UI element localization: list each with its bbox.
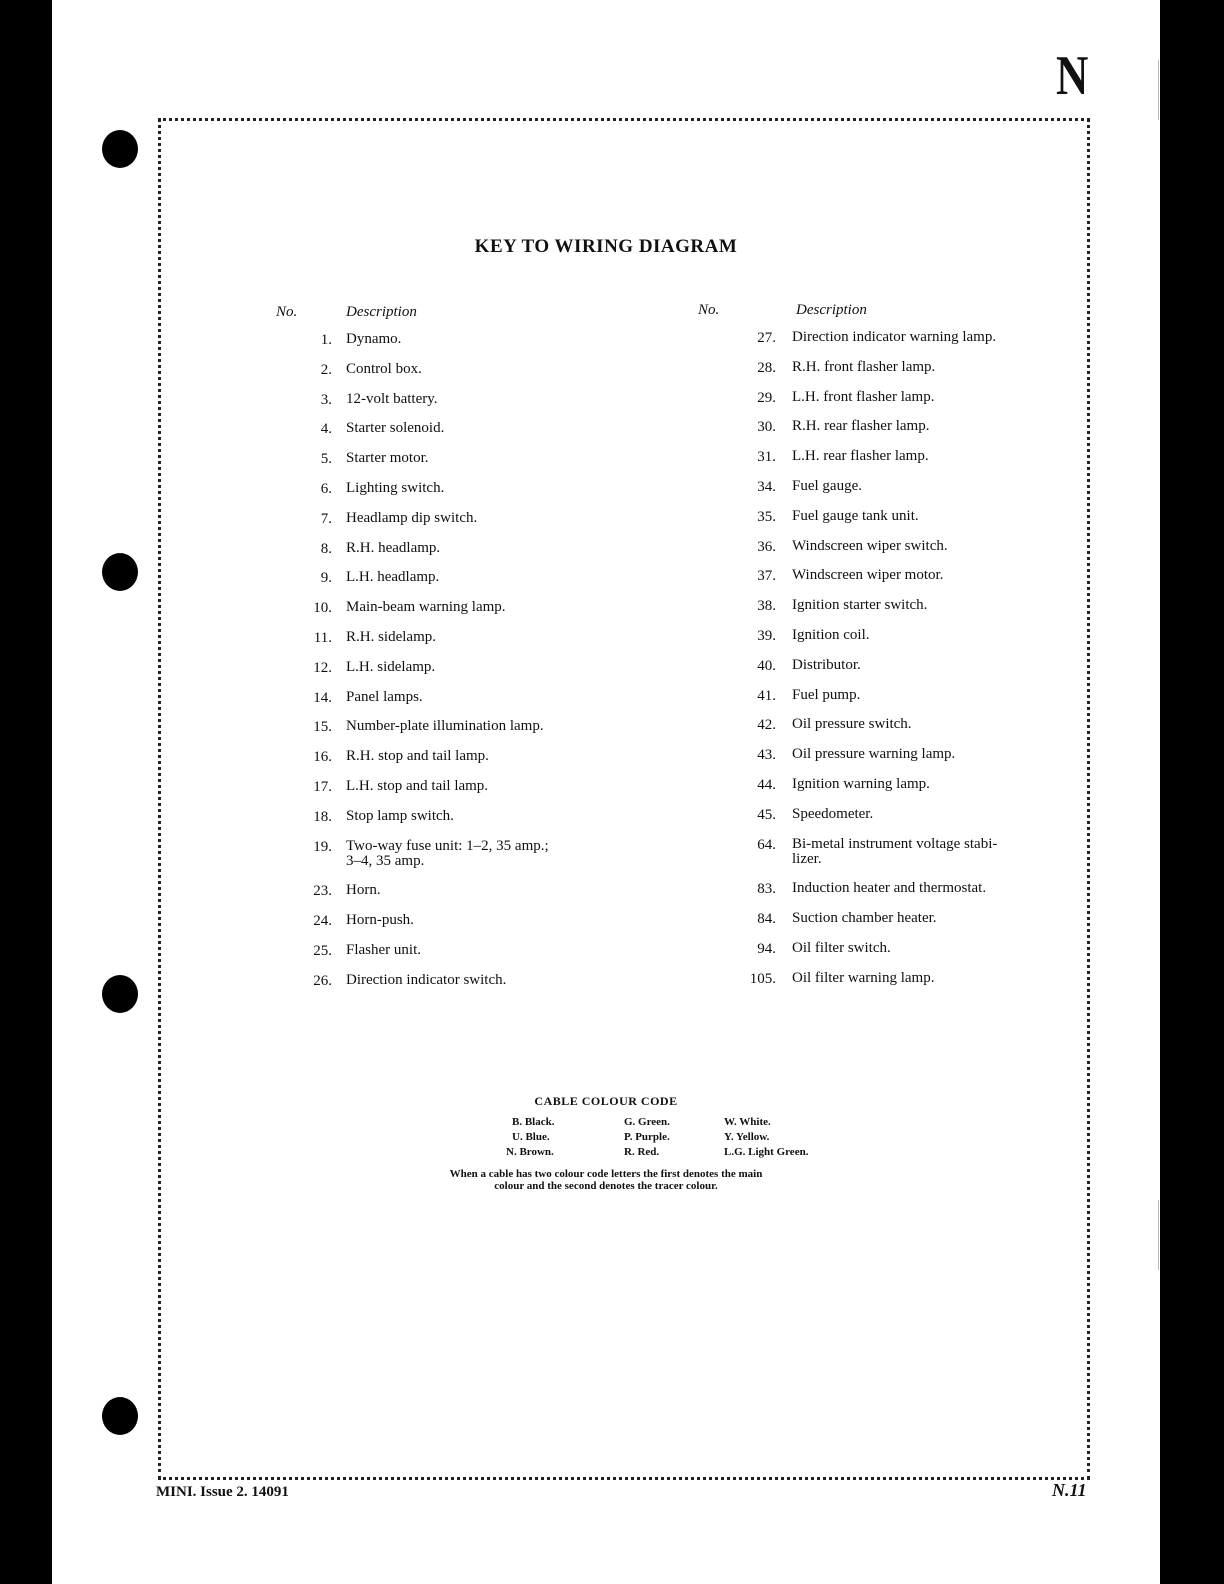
key-item-description (792, 837, 997, 867)
key-item (276, 600, 636, 630)
scan-edge-mark (1158, 60, 1159, 120)
key-item-number: 34. (757, 478, 776, 495)
right-column-header (698, 302, 1058, 330)
key-item (698, 628, 1058, 658)
key-item-description-line: Bi-metal instrument voltage stabi- (792, 835, 998, 852)
key-item-number: 23. (313, 883, 332, 900)
key-item-description (792, 658, 861, 673)
key-item-description (346, 630, 436, 645)
key-item-description (792, 360, 935, 375)
key-item (276, 421, 636, 451)
key-item-number: 3. (320, 391, 332, 408)
key-item-number: 105. (749, 970, 776, 987)
key-item-description (346, 973, 506, 988)
key-item-description (792, 628, 870, 643)
key-item-number: 41. (757, 687, 776, 704)
key-item (276, 332, 636, 362)
key-item-description-line: Fuel pump. (792, 686, 861, 703)
key-item-description-line: Headlamp dip switch. (346, 509, 478, 526)
key-item-description-line: Direction indicator switch. (346, 971, 507, 988)
key-item-description-line: Horn-push. (346, 912, 414, 929)
key-item (276, 973, 636, 1003)
key-item-description (346, 749, 489, 764)
key-item-number: 7. (320, 510, 332, 527)
key-item-number: 10. (313, 600, 332, 617)
key-item-description-line: Windscreen wiper motor. (792, 567, 944, 584)
key-item-description-line: R.H. front flasher lamp. (792, 358, 936, 375)
key-item-number: 84. (757, 911, 776, 928)
key-item-description (792, 390, 934, 405)
key-item-description-line: Oil pressure switch. (792, 716, 912, 733)
key-item-description (346, 451, 429, 466)
key-item-number: 40. (757, 657, 776, 674)
key-item-description-line: Two-way fuse unit: 1–2, 35 amp.; (346, 837, 549, 854)
key-item (276, 883, 636, 913)
key-item-description (792, 449, 929, 464)
key-item-description (792, 539, 948, 554)
binder-hole (102, 553, 138, 591)
left-column-header (276, 304, 636, 332)
key-item-number: 18. (313, 808, 332, 825)
key-item (698, 777, 1058, 807)
key-item-description-line: L.H. sidelamp. (346, 658, 436, 675)
key-item-description-line: L.H. rear flasher lamp. (792, 448, 929, 465)
key-item (698, 330, 1058, 360)
key-item-number: 25. (313, 942, 332, 959)
key-item-description (792, 568, 943, 583)
key-item-number: 83. (757, 881, 776, 898)
key-item (276, 690, 636, 720)
key-item-number: 31. (757, 449, 776, 466)
key-item-description-line: L.H. stop and tail lamp. (346, 777, 489, 794)
column-header-no: No. (698, 302, 720, 318)
key-item-description (346, 362, 422, 377)
right-key-column (698, 302, 1058, 1001)
key-item-description (792, 479, 862, 494)
key-item-description-line: Distributor. (792, 656, 861, 673)
key-item-description-line: Main-beam warning lamp. (346, 599, 506, 616)
key-item-description-line: 12-volt battery. (346, 390, 438, 407)
key-item-number: 6. (320, 480, 332, 497)
key-item-description (792, 598, 927, 613)
key-item-description (792, 971, 934, 986)
key-item-description-line: Horn. (346, 882, 381, 899)
cable-colour-code: P. Purple. (624, 1131, 670, 1143)
key-item-description (346, 779, 488, 794)
key-item-description-line: R.H. sidelamp. (346, 628, 436, 645)
key-item-number: 24. (313, 913, 332, 930)
key-item (276, 913, 636, 943)
footer-issue: MINI. Issue 2. 14091 (156, 1484, 289, 1500)
cable-colour-note-line: When a cable has two colour code letters the first denotes the main (449, 1168, 763, 1180)
key-item-number: 44. (757, 776, 776, 793)
key-item-number: 26. (313, 972, 332, 989)
key-item-description (792, 777, 930, 792)
key-item-number: 9. (320, 570, 332, 587)
key-item-description (792, 747, 955, 762)
key-item-description (346, 660, 435, 675)
key-item-description-line: Fuel gauge tank unit. (792, 507, 919, 524)
key-item (276, 719, 636, 749)
left-key-column (276, 304, 636, 1003)
key-item (276, 451, 636, 481)
page-title: KEY TO WIRING DIAGRAM (474, 236, 738, 257)
key-item-description-line: Starter solenoid. (346, 420, 445, 437)
cable-colour-code-title: CABLE COLOUR CODE (534, 1094, 678, 1108)
binder-hole (102, 130, 138, 168)
key-item-description (792, 941, 891, 956)
key-item-description (346, 839, 549, 869)
key-item-number: 2. (320, 361, 332, 378)
scan-edge-mark (1158, 1200, 1159, 1270)
key-item (276, 839, 636, 884)
key-item-description (346, 883, 381, 898)
key-item (698, 449, 1058, 479)
key-item-number: 27. (757, 330, 776, 346)
key-item-number: 16. (313, 749, 332, 766)
key-item-description (346, 511, 477, 526)
key-item-description (346, 570, 439, 585)
key-item-description-line: R.H. rear flasher lamp. (792, 418, 930, 435)
key-item (276, 570, 636, 600)
cable-colour-note-line: colour and the second denotes the tracer colour. (494, 1180, 718, 1192)
manual-page (52, 0, 1160, 1584)
key-item-description (792, 881, 986, 896)
key-item (698, 509, 1058, 539)
key-item-description (346, 600, 506, 615)
key-item-description-line: L.H. front flasher lamp. (792, 388, 935, 405)
key-item-description (792, 419, 929, 434)
key-item-description-line: Panel lamps. (346, 688, 423, 705)
cable-colour-code: Y. Yellow. (724, 1131, 770, 1143)
key-item-number: 15. (313, 719, 332, 736)
key-item (698, 837, 1058, 882)
key-item-description-line: Speedometer. (792, 805, 874, 822)
key-item (698, 747, 1058, 777)
key-item-description (346, 913, 414, 928)
key-item-description-line: Oil pressure warning lamp. (792, 746, 956, 763)
cable-colour-code: L.G. Light Green. (724, 1146, 809, 1158)
key-item-number: 30. (757, 419, 776, 436)
key-item-number: 14. (313, 689, 332, 706)
key-item-description-line: lizer. (792, 850, 822, 867)
key-item-description (346, 809, 454, 824)
key-item (276, 779, 636, 809)
footer-page-number: N.11 (1052, 1480, 1087, 1500)
column-header-description: Description (796, 302, 867, 318)
key-item (698, 390, 1058, 420)
key-item-number: 4. (320, 421, 332, 438)
key-item-description-line: 3–4, 35 amp. (346, 852, 425, 869)
key-item (698, 419, 1058, 449)
key-item-number: 64. (757, 836, 776, 853)
key-item (276, 481, 636, 511)
key-item-description (792, 717, 912, 732)
key-item (276, 749, 636, 779)
cable-colour-code: G. Green. (624, 1116, 670, 1128)
key-item-description-line: Ignition starter switch. (792, 597, 928, 614)
key-item-description (792, 330, 996, 345)
key-item-description (346, 332, 401, 347)
key-item-description (346, 719, 544, 734)
section-letter: N (1056, 45, 1089, 107)
binder-hole (102, 975, 138, 1013)
key-item-number: 43. (757, 747, 776, 764)
key-item-description-line: Dynamo. (346, 331, 402, 347)
key-item-description-line: Windscreen wiper switch. (792, 537, 948, 554)
key-item (698, 911, 1058, 941)
key-item-number: 29. (757, 389, 776, 406)
key-item (698, 479, 1058, 509)
key-item-description-line: L.H. headlamp. (346, 569, 440, 586)
key-item-number: 39. (757, 627, 776, 644)
key-item-description-line: Induction heater and thermostat. (792, 880, 987, 897)
key-item (698, 941, 1058, 971)
cable-colour-note (52, 1168, 1160, 1192)
key-item (276, 660, 636, 690)
key-item-description (346, 481, 444, 496)
key-item-description-line: Control box. (346, 360, 422, 377)
key-item-number: 28. (757, 359, 776, 376)
cable-colour-code: R. Red. (624, 1146, 660, 1158)
key-item (276, 630, 636, 660)
key-item-number: 8. (320, 540, 332, 557)
key-item-number: 19. (313, 838, 332, 855)
key-item-description-line: Starter motor. (346, 450, 429, 467)
column-header-description: Description (346, 304, 417, 320)
cable-colour-code: N. Brown. (506, 1146, 554, 1158)
key-item-description (346, 541, 440, 556)
key-item-description-line: Number-plate illumination lamp. (346, 718, 544, 735)
key-item-description-line: Direction indicator warning lamp. (792, 329, 997, 345)
key-item (276, 809, 636, 839)
key-item-description-line: Ignition coil. (792, 626, 870, 643)
key-item-description-line: Ignition warning lamp. (792, 775, 930, 792)
key-item-number: 42. (757, 717, 776, 734)
key-item (698, 568, 1058, 598)
key-item-description-line: R.H. stop and tail lamp. (346, 748, 489, 765)
key-item (698, 807, 1058, 837)
key-item (276, 362, 636, 392)
key-item (698, 688, 1058, 718)
key-item-description (346, 943, 421, 958)
key-item-description-line: Stop lamp switch. (346, 807, 454, 824)
key-item (276, 511, 636, 541)
key-item-description (792, 509, 919, 524)
key-item (276, 541, 636, 571)
key-item-number: 37. (757, 568, 776, 585)
key-item-description (346, 421, 444, 436)
key-item (698, 971, 1058, 1001)
key-item-number: 11. (313, 629, 332, 646)
key-item-description-line: Oil filter warning lamp. (792, 969, 935, 986)
column-header-no: No. (276, 304, 298, 320)
key-item-number: 1. (320, 332, 332, 348)
key-item-description (792, 688, 860, 703)
key-item-number: 12. (313, 659, 332, 676)
key-item-description (346, 690, 423, 705)
key-item (698, 360, 1058, 390)
binder-hole (102, 1397, 138, 1435)
key-item (276, 943, 636, 973)
key-item-number: 45. (757, 806, 776, 823)
key-item (698, 881, 1058, 911)
key-item-description (792, 911, 937, 926)
key-item-number: 36. (757, 538, 776, 555)
key-item-description-line: R.H. headlamp. (346, 539, 441, 556)
key-item (276, 392, 636, 422)
key-item-description-line: Lighting switch. (346, 479, 445, 496)
key-item (698, 598, 1058, 628)
key-item-description-line: Suction chamber heater. (792, 910, 937, 927)
key-item (698, 658, 1058, 688)
key-item-description (792, 807, 873, 822)
cable-colour-code: U. Blue. (512, 1131, 550, 1143)
key-item (698, 717, 1058, 747)
key-item-number: 5. (320, 451, 332, 468)
key-item-number: 35. (757, 508, 776, 525)
key-item-description-line: Flasher unit. (346, 941, 421, 958)
key-item-number: 94. (757, 940, 776, 957)
key-item-description-line: Oil filter switch. (792, 939, 891, 956)
key-item-description-line: Fuel gauge. (792, 477, 862, 494)
cable-colour-code: W. White. (724, 1116, 771, 1128)
cable-colour-code: B. Black. (512, 1116, 555, 1128)
key-item-number: 38. (757, 598, 776, 615)
key-item-description (346, 392, 438, 407)
key-item (698, 539, 1058, 569)
key-item-number: 17. (313, 778, 332, 795)
